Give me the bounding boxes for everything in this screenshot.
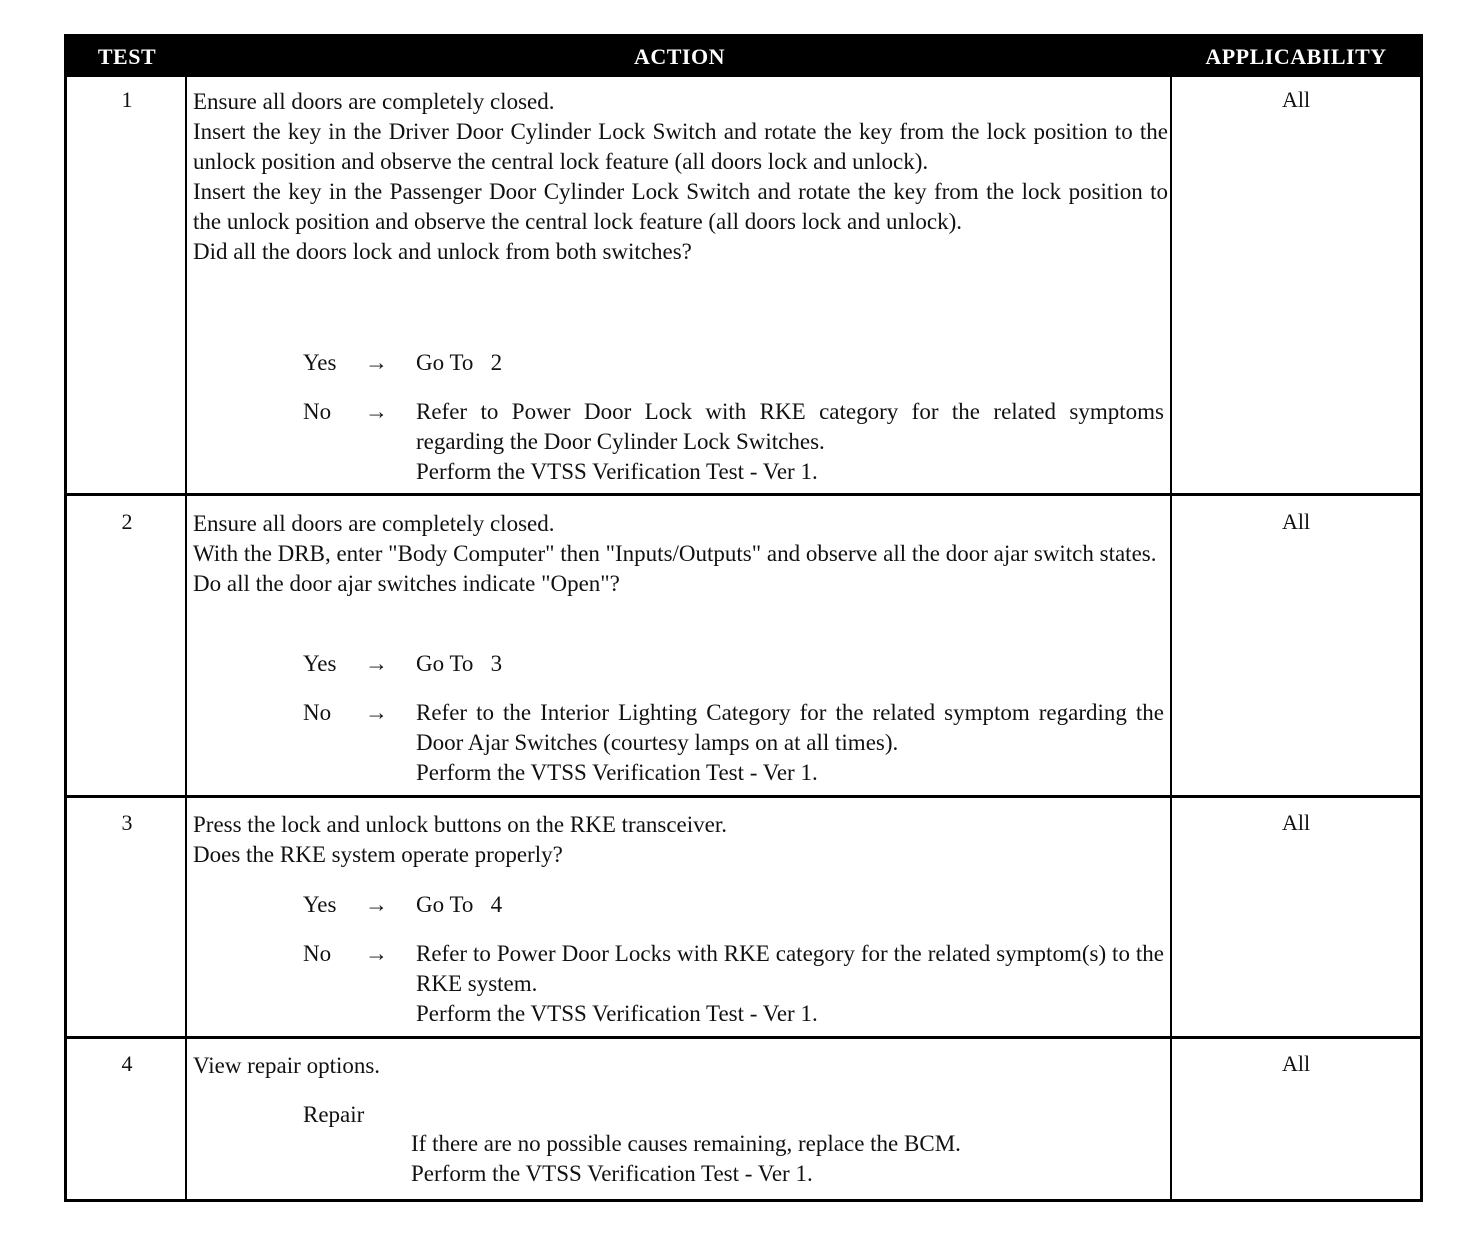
arrow-right-icon: → (365, 941, 388, 966)
applicability-value: All (1281, 87, 1311, 112)
header-test: TEST (97, 44, 157, 69)
test-number: 2 (121, 509, 133, 534)
action-text: Ensure all doors are completely closed. With the DRB, enter "Body Computer" then "Inputs/Outputs" and observe all the door ajar switch states. Do all the door ajar switches indicate "Open"? (193, 511, 1157, 596)
column-divider-test (185, 37, 187, 1199)
test-number: 4 (121, 1051, 133, 1076)
arrow-right-icon: → (365, 651, 388, 676)
repair-text: If there are no possible causes remaining, replace the BCM. Perform the VTSS Verification Test - Ver 1. (411, 1131, 961, 1186)
test-number: 3 (121, 810, 133, 835)
arrow-right-icon: → (365, 892, 388, 917)
applicability-value: All (1281, 509, 1311, 534)
arrow-right-icon: → (365, 350, 388, 375)
row-divider-1 (67, 493, 1420, 496)
row-divider-3 (67, 1036, 1420, 1039)
action-text: Press the lock and unlock buttons on the RKE transceiver. Does the RKE system operate properly? (193, 812, 728, 867)
test-number: 1 (121, 87, 133, 112)
arrow-right-icon: → (365, 399, 388, 424)
applicability-value: All (1281, 1051, 1311, 1076)
row-divider-2 (67, 795, 1420, 798)
action-text: View repair options. (193, 1053, 381, 1078)
column-divider-applicability (1170, 37, 1172, 1199)
diagnostic-test-table: TEST ACTION APPLICABILITY 1 All Ensure all doors are completely closed. Insert the key in the Driver Door Cylinder Lock Switch and rotate the key from the lock position to the unlock position and observe the central lock feature (all doors lock and unlock). Insert the key in the Passenger Door Cylinder Lock Switch and rotate the key from the lock position to the unlock position and observe the central lock feature (all doors lock and unlock). Did all the doors lock and unlock from both switches? Yes → Go To 2 No → Refer to Power Door Lock with RKE category for the related symptoms regarding the Door Cylinder Lock Switches. Perform the VTSS Verification Test - Ver 1. 2 All Ensure all doors are completely closed. With the DRB, enter "Body Computer" then "Inputs/Outputs" and observe all the door ajar switch states. Do all the door ajar switches indicate "Open"? Yes → Go To 3 No → Refer to the Interior Lighting Category for the related symptom regarding the Door Ajar Switches (courtesy lamps on at all times). Perform the VTSS Verification Test - Ver 1. 3 All Press the lock and unlock buttons on the RKE transceiver. Does the RKE system operate properly? Yes → Go To 4 No → Refer to Power Door Locks with RKE category for the related symptom(s) to the RKE system. Perform the VTSS Verification Test - Ver 1. 4 All View repair options. Repair If there are no possible causes remaining, replace the BCM. Perform the VTSS Verification Test - Ver 1. (64, 34, 1423, 1202)
header-applicability: APPLICABILITY (1205, 44, 1387, 69)
applicability-value: All (1281, 810, 1311, 835)
header-action: ACTION (633, 44, 725, 69)
repair-label: Repair (303, 1102, 365, 1127)
table-header (67, 37, 1420, 77)
action-text: Ensure all doors are completely closed. Insert the key in the Driver Door Cylinder Lock Switch and rotate the key from the lock position to the unlock position and observe the central lock feature (all doors lock and unlock). Insert the key in the Passenger Door Cylinder Lock Switch and rotate the key from the lock position to the unlock position and observe the central lock feature (all doors lock and unlock). Did all the doors lock and unlock from both switches? (193, 89, 1168, 264)
arrow-right-icon: → (365, 700, 388, 725)
